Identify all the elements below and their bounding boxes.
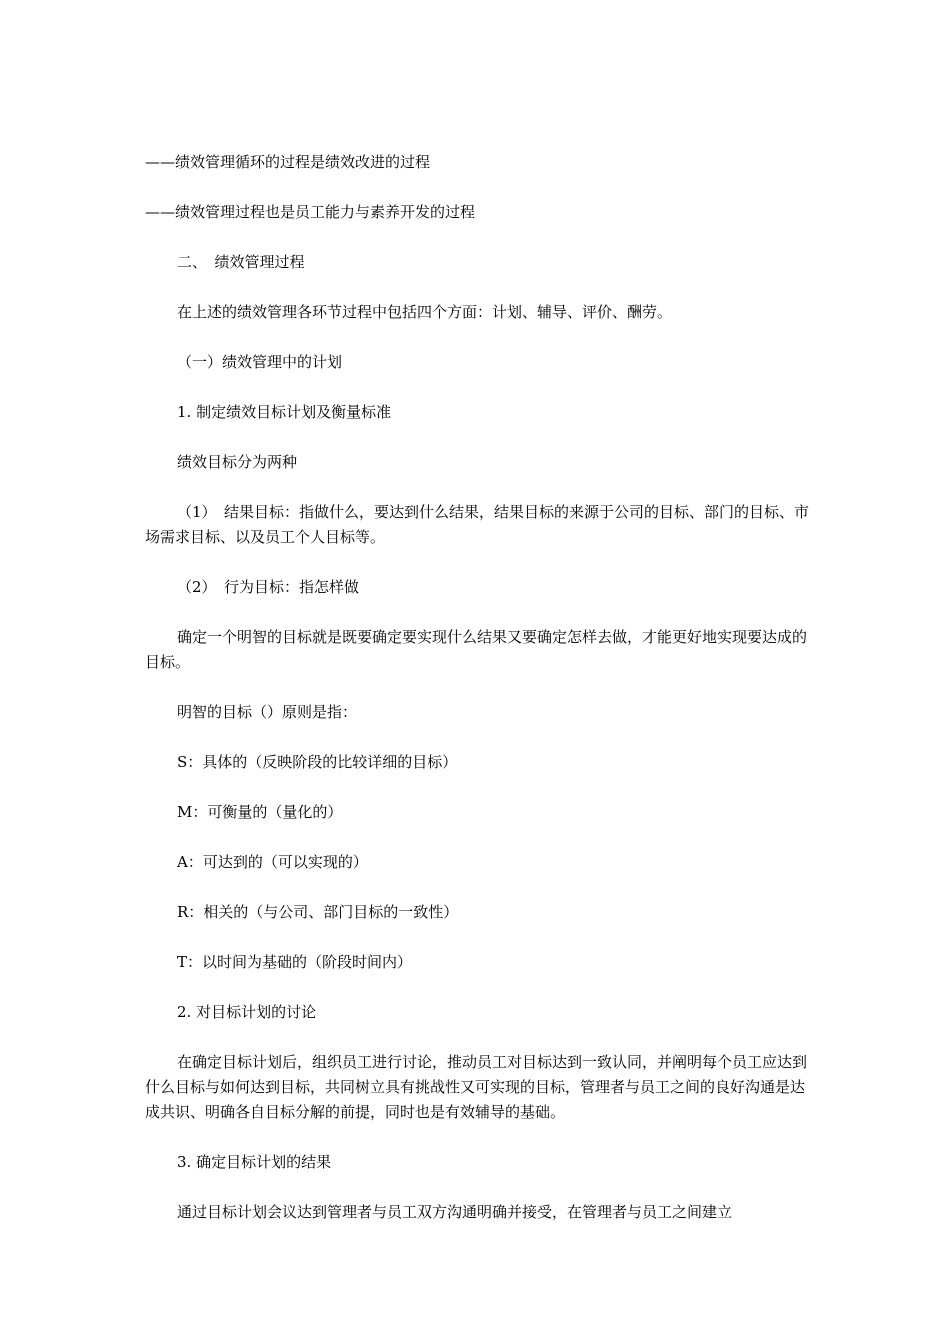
behavior-goal-line: （2） 行为目标：指怎样做	[177, 578, 360, 596]
result-paragraph: 通过目标计划会议达到管理者与员工双方沟通明确并接受，在管理者与员工之间建立	[177, 1203, 733, 1221]
goal-types-line: 绩效目标分为两种	[177, 453, 298, 471]
item-heading-1: 1. 制定绩效目标计划及衡量标准	[177, 403, 392, 421]
smart-m-line: M：可衡量的（量化的）	[177, 803, 343, 821]
discussion-paragraph: 在确定目标计划后，组织员工进行讨论，推动员工对目标达到一致认同，并阐明每个员工应达到什么目标与如何达到目标，共同树立具有挑战性又可实现的目标，管理者与员工之间的良好沟通是达成共识、明确各自目标分解的前提，同时也是有效辅导的基础。	[145, 1053, 808, 1121]
result-goal-paragraph: （1） 结果目标：指做什么，要达到什么结果，结果目标的来源于公司的目标、部门的目标、市场需求目标、以及员工个人目标等。	[145, 503, 810, 546]
smart-principle-line: 明智的目标（）原则是指：	[177, 703, 358, 721]
dash-line-1: ——绩效管理循环的过程是绩效改进的过程	[145, 153, 431, 171]
intro-paragraph: 在上述的绩效管理各环节过程中包括四个方面：计划、辅导、评价、酬劳。	[177, 303, 673, 321]
dash-line-2: ——绩效管理过程也是员工能力与素养开发的过程	[145, 203, 476, 221]
subsection-heading-1: （一）绩效管理中的计划	[177, 353, 343, 371]
smart-s-line: S：具体的（反映阶段的比较详细的目标）	[177, 753, 458, 771]
smart-t-line: T：以时间为基础的（阶段时间内）	[177, 953, 413, 971]
item-heading-3: 3. 确定目标计划的结果	[177, 1153, 332, 1171]
smart-a-line: A：可达到的（可以实现的）	[177, 853, 368, 871]
item-heading-2: 2. 对目标计划的讨论	[177, 1003, 317, 1021]
section-heading-2: 二、 绩效管理过程	[177, 253, 305, 271]
smart-r-line: R：相关的（与公司、部门目标的一致性）	[177, 903, 459, 921]
smart-goal-paragraph: 确定一个明智的目标就是既要确定要实现什么结果又要确定怎样去做，才能更好地实现要达成的目标。	[145, 628, 808, 671]
